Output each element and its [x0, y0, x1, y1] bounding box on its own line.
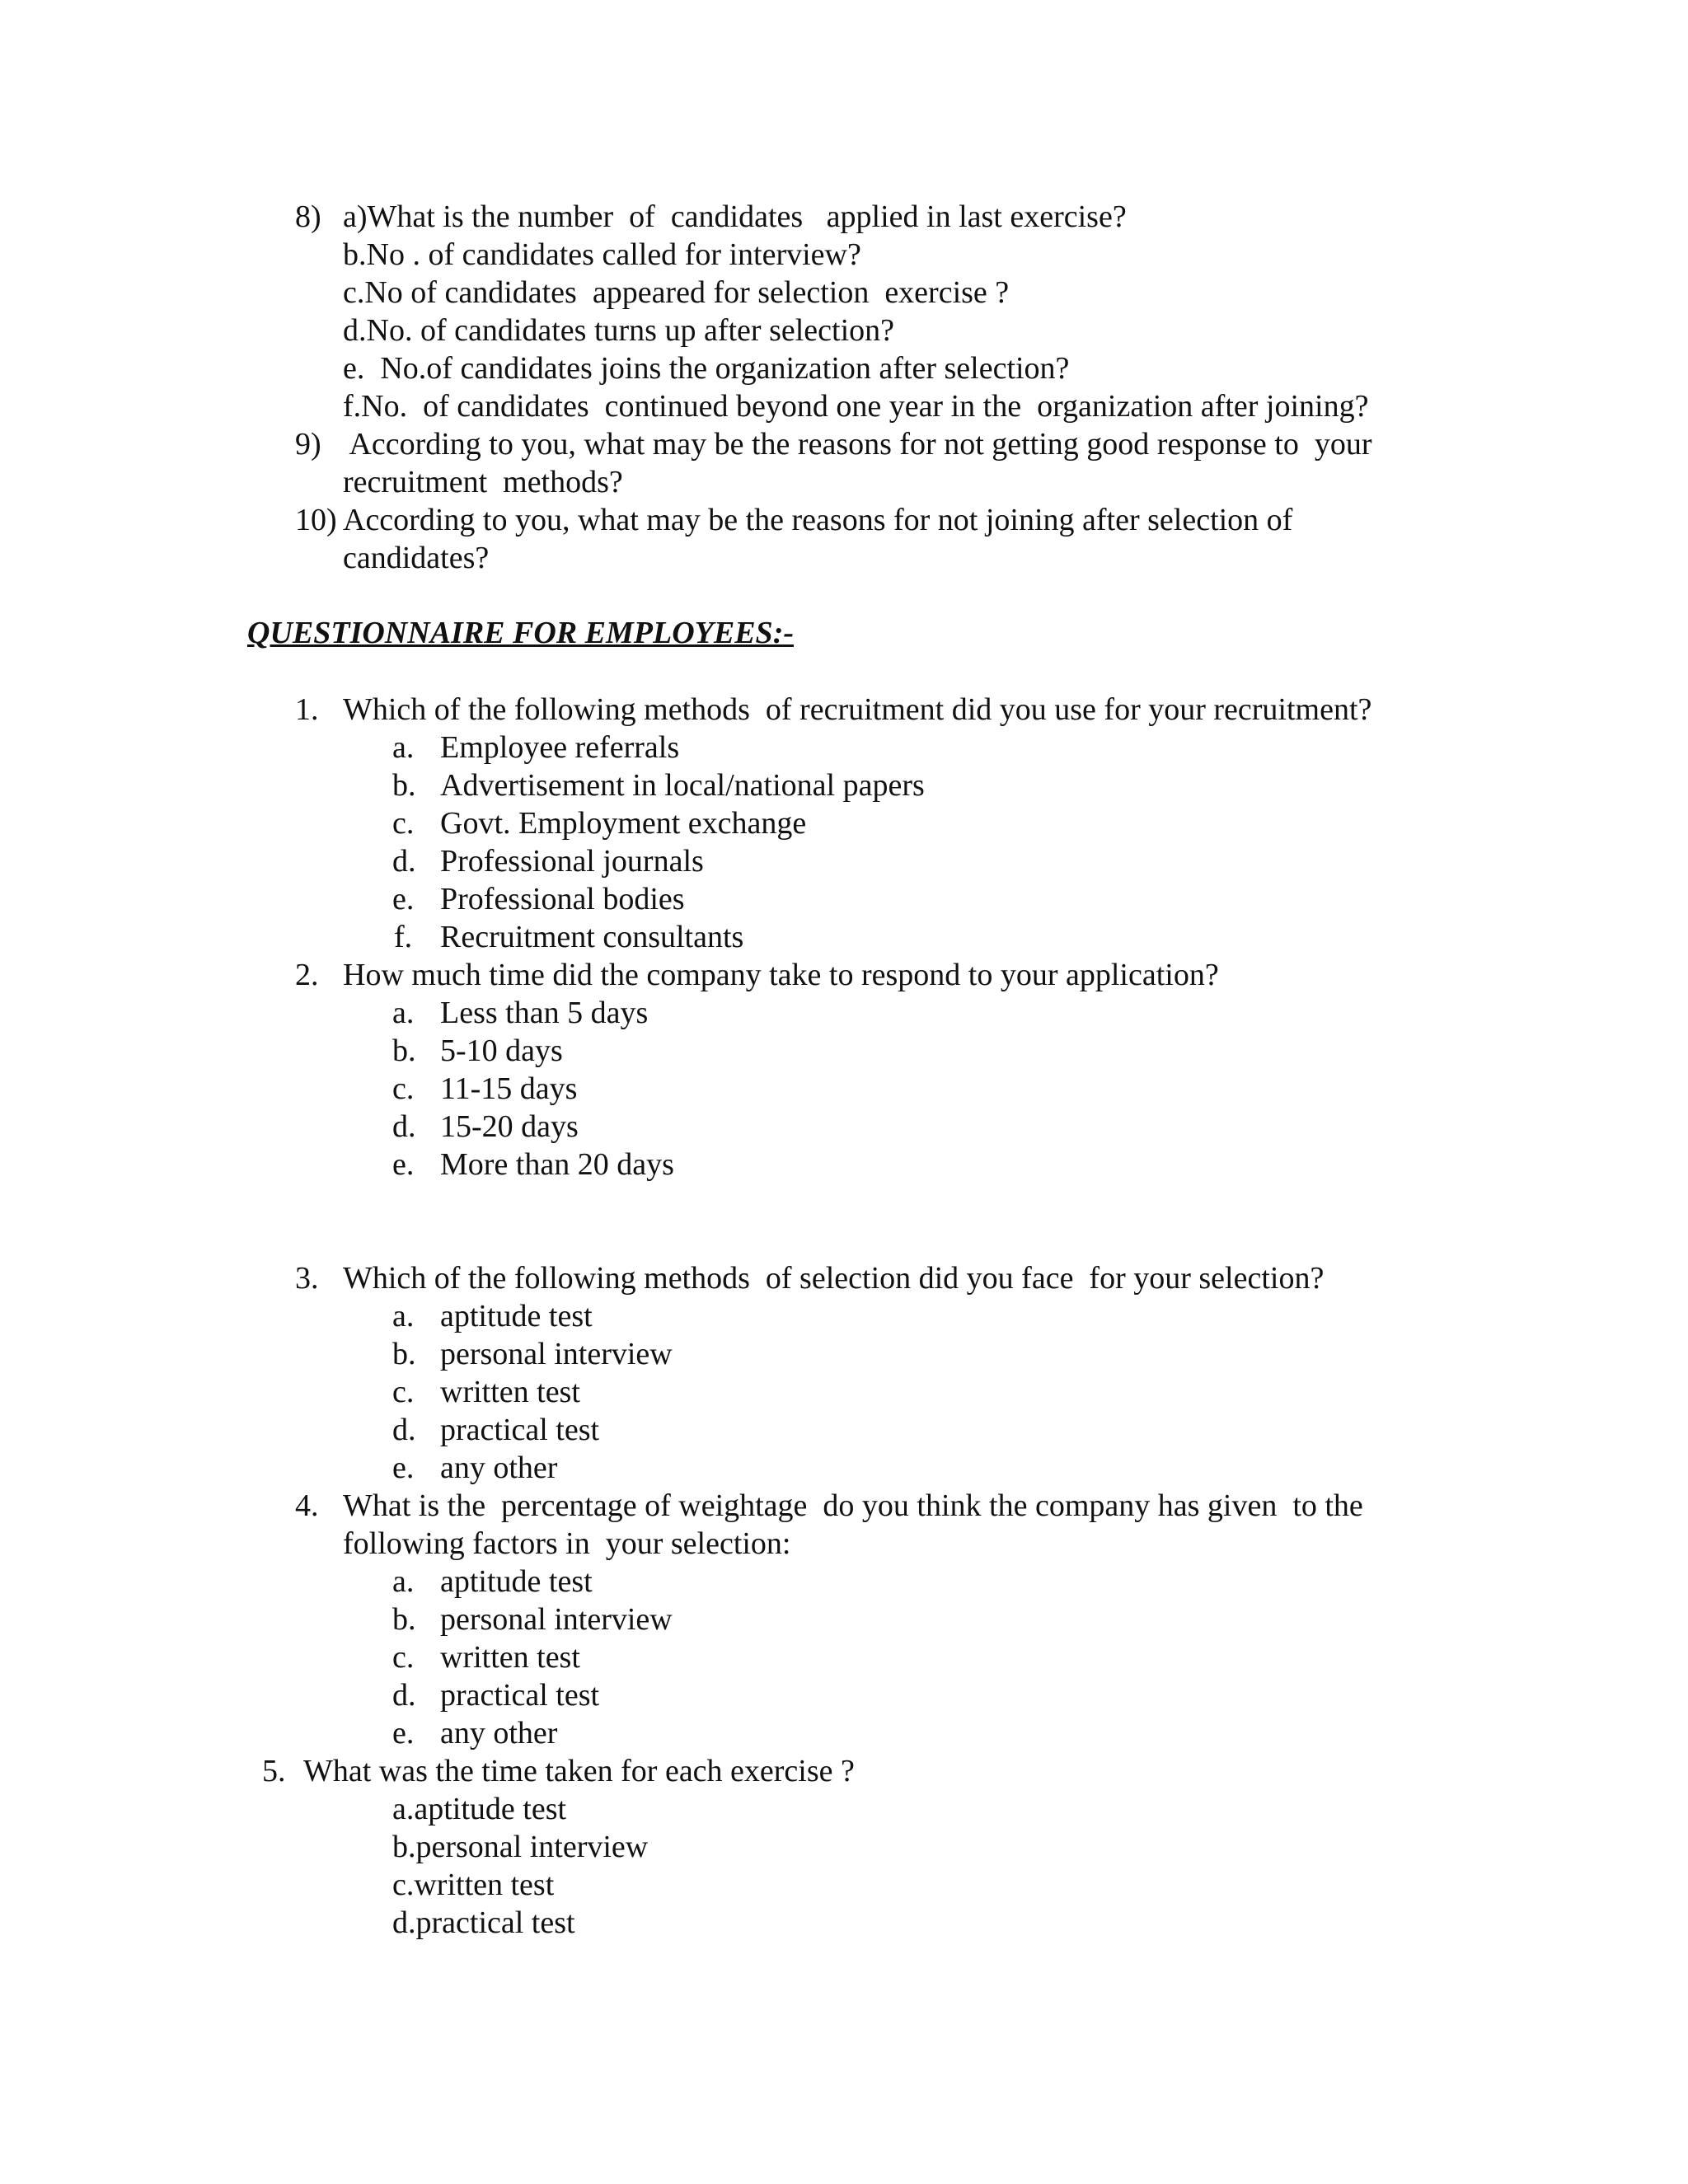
option-text: Recruitment consultants	[440, 920, 744, 954]
option-letter: c.	[392, 1640, 415, 1675]
option-text: written test	[440, 1640, 580, 1675]
option-text: a.aptitude test	[392, 1792, 567, 1826]
option-text: b.personal interview	[392, 1830, 649, 1864]
option-text: 15-20 days	[440, 1109, 579, 1144]
employee-question-1-number: 1.	[295, 692, 319, 727]
option-letter: a.	[392, 1299, 415, 1333]
question-8-part-c: c.No of candidates appeared for selection exercise ?	[343, 275, 1010, 310]
employee-question-4-line-2: following factors in your selection:	[343, 1526, 791, 1561]
question-9-line-1: According to you, what may be the reasons for not getting good response to your	[343, 427, 1372, 462]
option-text: written test	[440, 1375, 580, 1409]
option-text: Advertisement in local/national papers	[440, 768, 925, 803]
option-text: d.practical test	[392, 1905, 575, 1940]
option-text: Employee referrals	[440, 730, 680, 765]
option-letter: c.	[392, 1071, 415, 1106]
option-text: Professional journals	[440, 844, 704, 879]
option-letter: d.	[392, 844, 416, 879]
option-letter: d.	[392, 1678, 416, 1713]
question-10-number: 10)	[295, 503, 337, 537]
option-text: Professional bodies	[440, 882, 685, 916]
employee-question-3-number: 3.	[295, 1261, 319, 1296]
option-letter: b.	[392, 768, 416, 803]
question-8-part-e: e. No.of candidates joins the organization after selection?	[343, 351, 1070, 386]
question-8-part-f: f.No. of candidates continued beyond one year in the organization after joining?	[343, 389, 1369, 424]
option-letter: c.	[392, 1375, 415, 1409]
option-letter: e.	[392, 1451, 415, 1485]
option-letter: b.	[392, 1033, 416, 1068]
question-8-part-d: d.No. of candidates turns up after selection?	[343, 313, 894, 348]
employee-question-5-number: 5.	[262, 1754, 286, 1788]
option-letter: e.	[392, 1716, 415, 1750]
employee-question-4-line-1: What is the percentage of weightage do you think the company has given to the	[343, 1488, 1363, 1523]
option-text: aptitude test	[440, 1299, 593, 1333]
option-letter: b.	[392, 1602, 416, 1637]
option-text: personal interview	[440, 1337, 673, 1371]
option-text: any other	[440, 1716, 558, 1750]
option-letter: e.	[392, 882, 415, 916]
employee-question-4-number: 4.	[295, 1488, 319, 1523]
option-text: 11-15 days	[440, 1071, 578, 1106]
option-text: c.written test	[392, 1868, 555, 1902]
option-letter: d.	[392, 1109, 416, 1144]
option-letter: a.	[392, 730, 415, 765]
option-letter: a.	[392, 1564, 415, 1599]
option-letter: a.	[392, 996, 415, 1030]
question-8-part-b: b.No . of candidates called for interview?	[343, 237, 861, 272]
question-9-line-2: recruitment methods?	[343, 465, 623, 499]
option-text: 5-10 days	[440, 1033, 563, 1068]
option-text: practical test	[440, 1678, 600, 1713]
option-text: aptitude test	[440, 1564, 593, 1599]
option-text: More than 20 days	[440, 1147, 674, 1182]
employee-question-5-text: What was the time taken for each exercise ?	[303, 1754, 855, 1788]
employee-question-2-text: How much time did the company take to respond to your application?	[343, 958, 1219, 992]
employee-question-1-text: Which of the following methods of recruitment did you use for your recruitment?	[343, 692, 1372, 727]
option-text: personal interview	[440, 1602, 673, 1637]
option-letter: f.	[394, 920, 413, 954]
question-8-number: 8)	[295, 199, 321, 234]
section-heading: QUESTIONNAIRE FOR EMPLOYEES:-	[247, 616, 794, 650]
question-10-line-1: According to you, what may be the reasons for not joining after selection of	[343, 503, 1293, 537]
option-text: Govt. Employment exchange	[440, 806, 807, 841]
employee-question-3-text: Which of the following methods of selection did you face for your selection?	[343, 1261, 1325, 1296]
option-text: any other	[440, 1451, 558, 1485]
option-letter: d.	[392, 1413, 416, 1447]
option-letter: c.	[392, 806, 415, 841]
question-8-part-a: a)What is the number of candidates applied in last exercise?	[343, 199, 1127, 234]
employee-question-2-number: 2.	[295, 958, 319, 992]
option-letter: e.	[392, 1147, 415, 1182]
question-9-number: 9)	[295, 427, 321, 462]
option-text: practical test	[440, 1413, 600, 1447]
option-text: Less than 5 days	[440, 996, 649, 1030]
question-10-line-2: candidates?	[343, 541, 490, 575]
option-letter: b.	[392, 1337, 416, 1371]
